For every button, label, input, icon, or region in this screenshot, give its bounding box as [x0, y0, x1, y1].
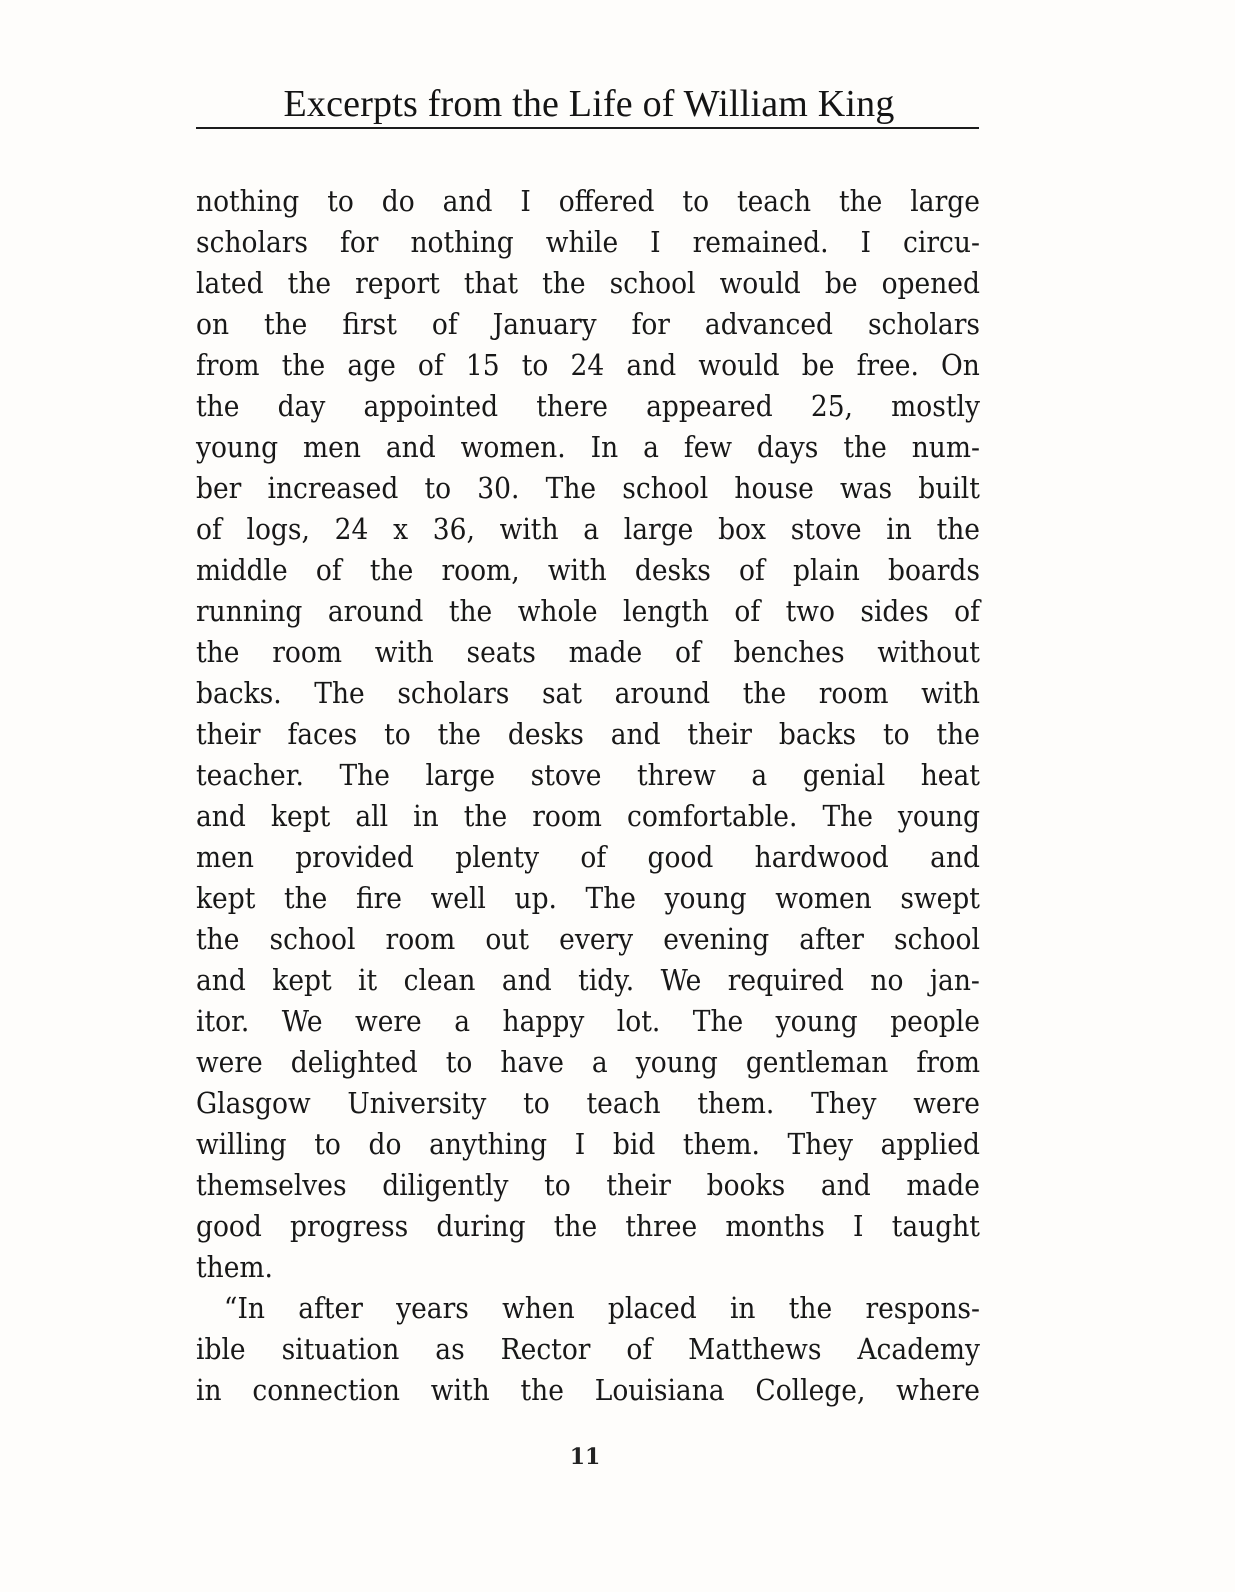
text-line: men provided plenty of good hardwood and: [196, 841, 980, 874]
text-line: the school room out every evening after school: [196, 923, 980, 956]
text-line: young men and women. In a few days the num-: [196, 431, 980, 464]
text-line: willing to do anything I bid them. They applied: [196, 1128, 980, 1161]
page-number: 11: [569, 1444, 601, 1470]
text-line: in connection with the Louisiana College, where: [196, 1374, 980, 1407]
header-rule: [196, 127, 979, 129]
text-line: were delighted to have a young gentleman from: [196, 1046, 980, 1079]
text-line: the day appointed there appeared 25, mostly: [196, 390, 980, 423]
text-line: teacher. The large stove threw a genial heat: [196, 759, 980, 792]
text-line: kept the fire well up. The young women swept: [196, 882, 980, 915]
text-line: and kept all in the room comfortable. The young: [196, 800, 980, 833]
text-line: from the age of 15 to 24 and would be free. On: [196, 349, 980, 382]
text-line: themselves diligently to their books and made: [196, 1169, 980, 1202]
text-line: running around the whole length of two sides of: [196, 595, 980, 628]
text-line: scholars for nothing while I remained. I circu-: [196, 226, 980, 259]
text-line: the room with seats made of benches without: [196, 636, 980, 669]
text-line: itor. We were a happy lot. The young people: [196, 1005, 980, 1038]
text-line: ber increased to 30. The school house was built: [196, 472, 980, 505]
paragraph: [196, 1288, 980, 1411]
text-line: Glasgow University to teach them. They were: [196, 1087, 980, 1120]
text-line: nothing to do and I offered to teach the large: [196, 185, 980, 218]
text-line: them.: [196, 1251, 273, 1284]
text-line: of logs, 24 x 36, with a large box stove in the: [196, 513, 980, 546]
text-line: “In after years when placed in the respons-: [223, 1292, 980, 1325]
text-line: their faces to the desks and their backs to the: [196, 718, 980, 751]
text-line: on the first of January for advanced scholars: [196, 308, 980, 341]
text-line: backs. The scholars sat around the room with: [196, 677, 980, 710]
text-line: lated the report that the school would be opened: [196, 267, 980, 300]
text-line: and kept it clean and tidy. We required no jan-: [196, 964, 980, 997]
paragraph: [196, 181, 980, 1288]
text-line: good progress during the three months I taught: [196, 1210, 980, 1243]
running-head: Excerpts from the Life of William King: [283, 83, 895, 125]
text-line: ible situation as Rector of Matthews Academy: [196, 1333, 980, 1366]
body-text: [196, 181, 980, 1411]
text-line: middle of the room, with desks of plain boards: [196, 554, 980, 587]
